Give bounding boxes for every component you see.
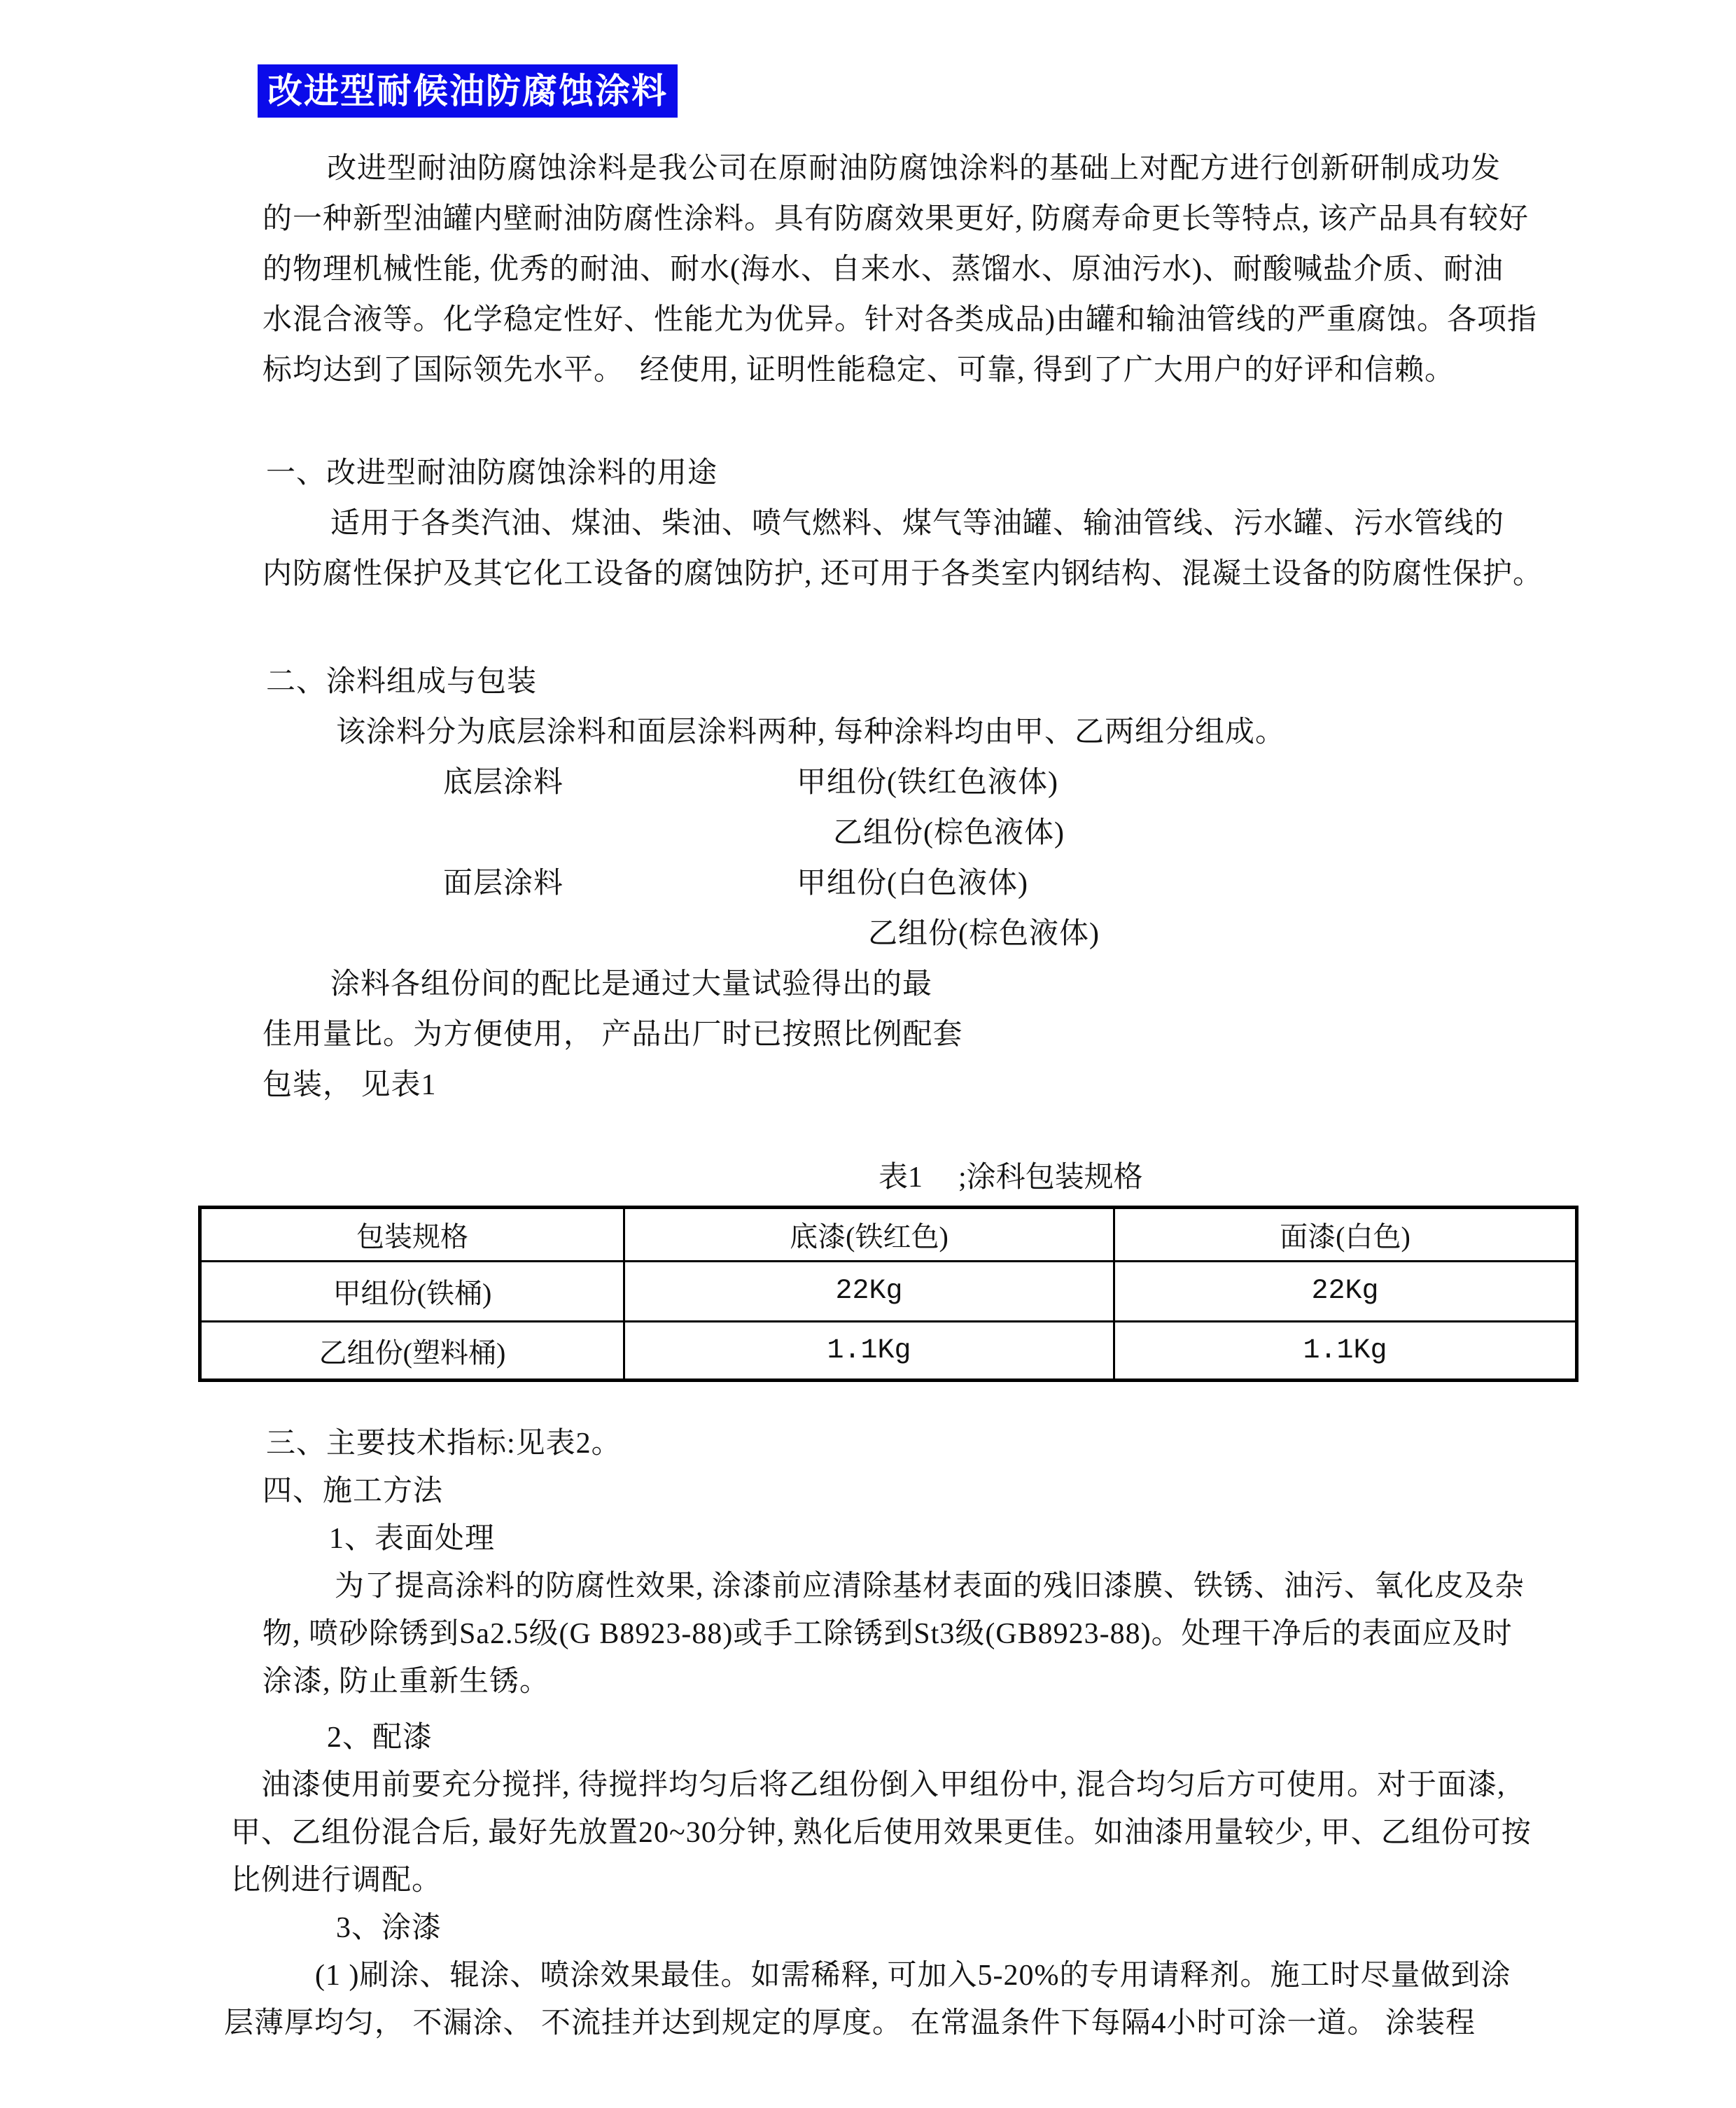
sub-heading: 3、涂漆 [336,1912,442,1944]
table-caption-text: ;涂科包装规格 [958,1161,1143,1194]
text-line: 佳用量比。为方便使用， 产品出厂时已按照比例配套 [262,1019,963,1051]
sub-heading: 2、配漆 [327,1722,433,1754]
section-heading: 三、主要技术指标:见表2。 [266,1428,622,1460]
text-line: 为了提高涂料的防腐性效果, 涂漆前应清除基材表面的残旧漆膜、铁锈、油污、氧化皮及杂 [335,1570,1525,1603]
document-title: 改进型耐候油防腐蚀涂料 [258,64,678,118]
component-part: 乙组份(棕色液体) [833,817,1065,849]
text-line: 涂漆, 防止重新生锈。 [262,1666,550,1698]
text-line: 包装， 见表1 [262,1069,437,1101]
section-heading: 一、改进型耐油防腐蚀涂料的用途 [266,457,718,489]
component-part: 甲组份(白色液体) [797,867,1028,900]
component-part: 乙组份(棕色液体) [868,918,1100,950]
table-cell: 22Kg [1115,1262,1575,1322]
table-caption-label: 表1 [878,1161,923,1194]
text-line: 涂料各组份间的配比是通过大量试验得出的最 [330,968,933,1000]
text-line: 该涂料分为底层涂料和面层涂料两种, 每种涂料均由甲、乙两组分组成。 [336,716,1286,748]
component-layer: 面层涂料 [443,867,564,900]
text-line: 适用于各类汽油、煤油、柴油、喷气燃料、煤气等油罐、输油管线、污水罐、污水管线的 [330,508,1505,540]
section-heading: 二、涂料组成与包装 [266,666,538,698]
text-line: 的一种新型油罐内壁耐油防腐性涂料。具有防腐效果更好, 防腐寿命更长等特点, 该产品具有较好 [262,203,1530,235]
text-line: 改进型耐油防腐蚀涂料是我公司在原耐油防腐蚀涂料的基础上对配方进行创新研制成功发 [327,153,1502,185]
table-cell: 22Kg [625,1262,1115,1322]
table-header-cell: 底漆(铁红色) [625,1209,1115,1262]
component-layer: 底层涂料 [443,767,564,799]
text-line: 内防腐性保护及其它化工设备的腐蚀防护, 还可用于各类室内钢结构、混凝土设备的防腐性保护。 [262,558,1544,590]
text-line: 层薄厚均匀， 不漏涂、 不流挂并达到规定的厚度。 在常温条件下每隔4小时可涂一道。 涂装程 [224,2007,1476,2039]
table-cell: 1.1Kg [625,1322,1115,1378]
component-part: 甲组份(铁红色液体) [797,767,1058,799]
packing-spec-table [198,1206,1578,1382]
text-line: 标均达到了国际领先水平。 经使用, 证明性能稳定、可靠, 得到了广大用户的好评和信赖。 [262,354,1455,386]
text-line: 水混合液等。化学稳定性好、性能尤为优异。针对各类成品)由罐和输油管线的严重腐蚀。各项指 [262,304,1537,336]
text-line: 甲、乙组份混合后, 最好先放置20~30分钟, 熟化后使用效果更佳。如油漆用量较少, 甲、乙组份可按 [231,1817,1532,1849]
sub-heading: 1、表面处理 [329,1523,496,1555]
section-heading: 四、施工方法 [262,1475,444,1507]
text-line: 油漆使用前要充分搅拌, 待搅拌均匀后将乙组份倒入甲组份中, 混合均匀后方可使用。对于面漆, [261,1769,1506,1801]
text-line: 的物理机械性能, 优秀的耐油、耐水(海水、自来水、蒸馏水、原油污水)、耐酸喊盐介质、耐油 [262,253,1504,286]
table-header-cell: 包装规格 [202,1209,625,1262]
table-header-cell: 面漆(白色) [1115,1209,1575,1262]
table-cell: 乙组份(塑料桶) [202,1322,625,1378]
table-cell: 1.1Kg [1303,1334,1387,1367]
table-cell: 甲组份(铁桶) [202,1262,625,1322]
text-line: (1 )刷涂、辊涂、喷涂效果最佳。如需稀释, 可加入5-20%的专用请释剂。施工时尽量做到涂 [315,1960,1511,1992]
text-line: 比例进行调配。 [231,1864,442,1897]
text-line: 物, 喷砂除锈到Sa2.5级(G B8923-88)或手工除锈到St3级(GB8923-88)。处理干净后的表面应及时 [262,1618,1513,1650]
